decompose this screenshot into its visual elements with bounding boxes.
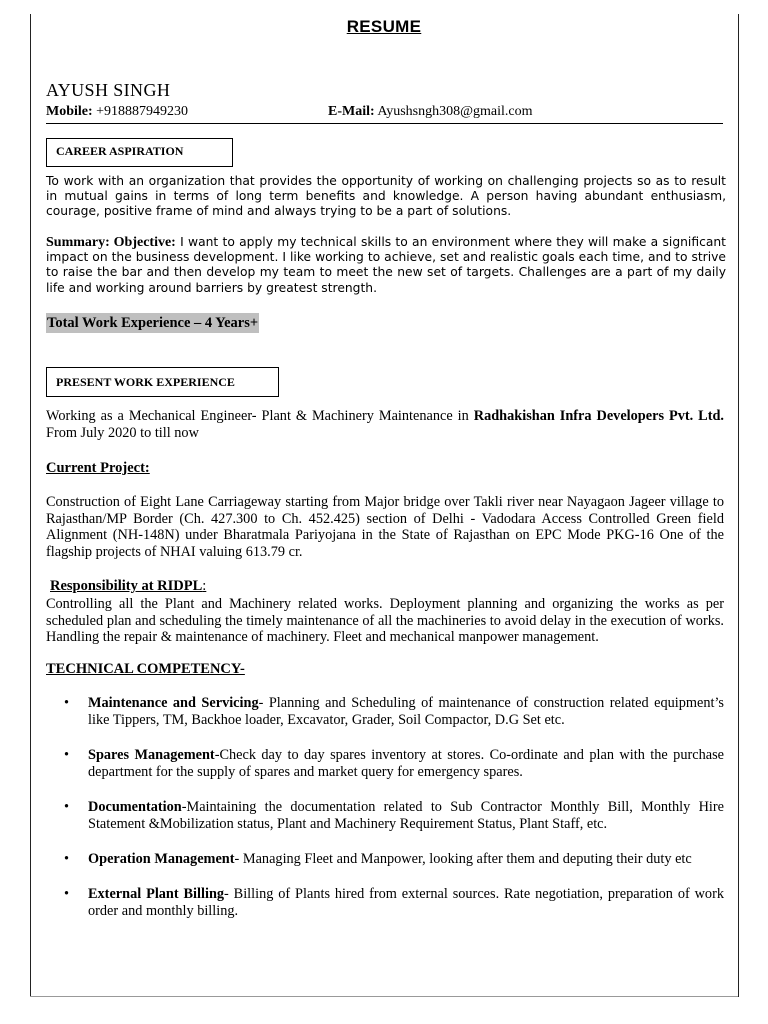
summary-paragraph — [46, 235, 726, 296]
candidate-name: AYUSH SINGH — [46, 80, 171, 100]
current-project-heading: Current Project: — [46, 460, 150, 476]
item-title: Operation Management — [88, 851, 235, 867]
bullet-icon: • — [64, 886, 70, 902]
technical-competency-list — [46, 695, 724, 938]
item-title: Spares Management — [88, 747, 215, 763]
list-item — [46, 799, 724, 833]
mobile-value: +918887949230 — [92, 104, 189, 119]
email-contact — [328, 104, 532, 120]
summary-label: Summary: Objective: — [46, 235, 176, 250]
bullet-icon: • — [64, 695, 70, 711]
bullet-icon: • — [64, 799, 70, 815]
work-period-text: From July 2020 to till now — [46, 424, 199, 441]
career-aspiration-text: To work with an organization that provides the opportunity of working on challenging projects so as to result in mutual gains in terms of long term benefits and knowledge. A person having abundant enthusiasm, courage, positive frame of mind and always trying to be a part of solutions. — [46, 174, 726, 219]
career-aspiration-heading: CAREER ASPIRATION — [46, 138, 233, 167]
responsibility-heading — [50, 578, 206, 595]
responsibility-text: Controlling all the Plant and Machinery related works. Deployment planning and organizing the works as per scheduled plan and scheduling the timely maintenance of all the machineries to avoid delay in the execution of works. Handling the repair & maintenance of machinery. Fleet and mechanical manpower management. — [46, 596, 724, 646]
bullet-icon: • — [64, 851, 70, 867]
list-item — [46, 851, 724, 868]
item-text: - Billing of Plants hired from external sources. Rate negotiation, preparation of work order and monthly billing. — [88, 886, 724, 919]
page-bottom-rule — [30, 996, 738, 997]
total-experience-highlight: Total Work Experience – 4 Years+ — [47, 315, 259, 331]
email-value: Ayushsngh308@gmail.com — [374, 104, 533, 119]
current-project-text: Construction of Eight Lane Carriageway starting from Major bridge over Takli river near Nayagaon Jageer village to Rajasthan/MP Border (Ch. 427.300 to Ch. 452.425) section of Delhi - Vadodara Access Controlled Green field Alignment (NH-148N) under Bharatmala Pariyojana in the State of Rajasthan on EPC Mode PKG-16 One of the flagship projects of NHAI valuing 613.79 cr. — [46, 494, 724, 560]
item-text: - Managing Fleet and Manpower, looking after them and deputing their duty etc — [234, 851, 692, 867]
resume-title: RESUME — [346, 17, 422, 36]
present-work-experience-heading: PRESENT WORK EXPERIENCE — [46, 367, 279, 397]
mobile-label: Mobile: — [46, 104, 93, 119]
technical-competency-heading: TECHNICAL COMPETENCY- — [46, 661, 245, 677]
summary-text: I want to apply my technical skills to an environment where they will make a significant impact on the business development. I like working to achieve, set and realistic goals each time, and to strive to raise the bar and then develop my team to meet the new set of targets. Challenges are a part of my daily life and working around barriers by greatest strength. — [46, 235, 726, 295]
item-title: Maintenance and Servicing — [88, 695, 259, 711]
list-item — [46, 886, 724, 920]
item-title: External Plant Billing — [88, 886, 225, 902]
email-label: E-Mail: — [328, 104, 375, 119]
responsibility-colon: : — [202, 578, 207, 594]
list-item — [46, 695, 724, 729]
present-work-text — [46, 408, 724, 441]
list-item — [46, 747, 724, 781]
responsibility-heading-text: Responsibility at RIDPL — [50, 578, 203, 594]
item-text: -Maintaining the documentation related to Sub Contractor Monthly Bill, Monthly Hire Statement &Mobilization status, Plant and Machinery Requirement Status, Plant Staff, etc. — [88, 799, 724, 832]
item-text: -Check day to day spares inventory at stores. Co-ordinate and plan with the purchase department for the supply of spares and market query for emergency spares. — [88, 747, 724, 780]
bullet-icon: • — [64, 747, 70, 763]
company-name: Radhakishan Infra Developers Pvt. Ltd. — [473, 408, 724, 424]
contact-row — [46, 104, 723, 124]
item-text: - Planning and Scheduling of maintenance of construction related equipment’s like Tippers, TM, Backhoe loader, Excavator, Grader, Soil Compactor, D.G Set etc. — [88, 695, 724, 728]
work-role-text: Working as a Mechanical Engineer- Plant & Machinery Maintenance in — [46, 408, 474, 424]
item-title: Documentation — [88, 799, 182, 815]
mobile-contact — [46, 104, 188, 120]
